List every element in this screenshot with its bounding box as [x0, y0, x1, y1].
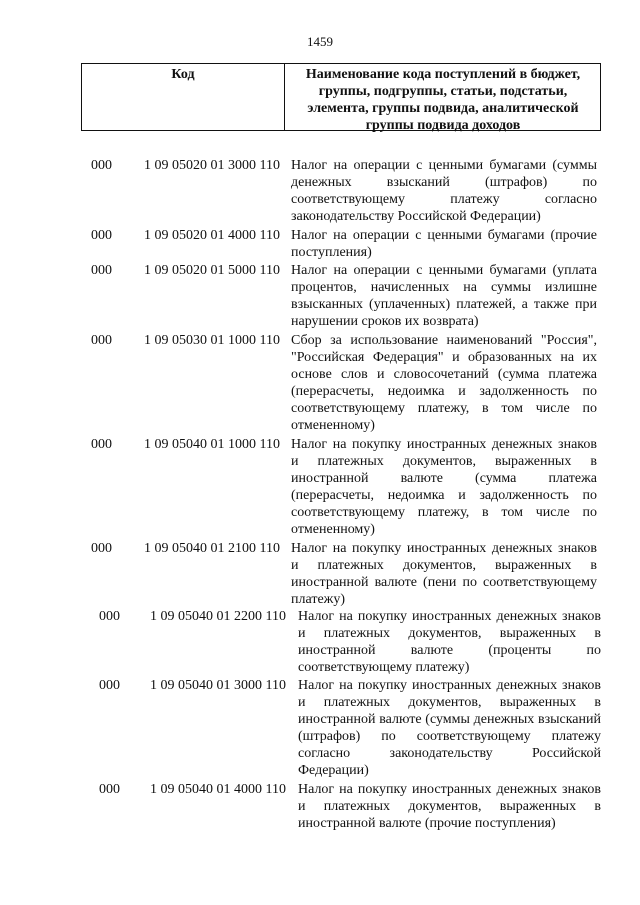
admin-code: 000 — [99, 678, 120, 693]
header-code-column: Код — [171, 67, 195, 82]
budget-code: 1 09 05020 01 5000 110 — [144, 263, 280, 278]
admin-code: 000 — [91, 541, 112, 556]
budget-code: 1 09 05040 01 4000 110 — [150, 782, 286, 797]
admin-code: 000 — [99, 609, 120, 624]
code-description: Налог на покупку иностранных денежных знаков и платежных документов, выраженных в иностранной валюте (пени по соответствующему платежу) — [291, 541, 597, 607]
budget-code: 1 09 05020 01 4000 110 — [144, 228, 280, 243]
admin-code: 000 — [99, 782, 120, 797]
admin-code: 000 — [91, 158, 112, 173]
header-name-column: Наименование кода поступлений в бюджет, группы, подгруппы, статьи, подстатьи, элемента, группы подвида, аналитической группы подвида доходов — [305, 67, 581, 133]
budget-code: 1 09 05040 01 1000 110 — [144, 437, 280, 452]
code-description: Налог на операции с ценными бумагами (прочие поступления) — [291, 228, 597, 260]
admin-code: 000 — [91, 333, 112, 348]
code-description: Налог на покупку иностранных денежных знаков и платежных документов, выраженных в иностранной валюте (сумма платежа (перерасчеты, недоимка и задолженность по соответствующему платежу, в том числе по отмененному) — [291, 437, 597, 537]
code-description: Налог на покупку иностранных денежных знаков и платежных документов, выраженных в иностранной валюте (суммы денежных взысканий (штрафов) по соответствующему платежу согласно законодательству Российской Федерации) — [298, 678, 601, 778]
budget-code: 1 09 05030 01 1000 110 — [144, 333, 280, 348]
code-description: Налог на покупку иностранных денежных знаков и платежных документов, выраженных в иностранной валюте (прочие поступления) — [298, 782, 601, 831]
admin-code: 000 — [91, 228, 112, 243]
budget-code: 1 09 05040 01 2100 110 — [144, 541, 280, 556]
code-description: Налог на операции с ценными бумагами (уплата процентов, начисленных на суммы излишне взысканных (уплаченных) платежей, а также при нарушении сроков их возврата) — [291, 263, 597, 329]
page-number: 1459 — [307, 34, 333, 49]
header-divider — [284, 64, 285, 130]
budget-code: 1 09 05020 01 3000 110 — [144, 158, 280, 173]
code-description: Налог на покупку иностранных денежных знаков и платежных документов, выраженных в иностранной валюте (проценты по соответствующему платежу) — [298, 609, 601, 675]
budget-code: 1 09 05040 01 3000 110 — [150, 678, 286, 693]
table-header — [81, 63, 601, 131]
admin-code: 000 — [91, 437, 112, 452]
code-description: Налог на операции с ценными бумагами (суммы денежных взысканий (штрафов) по соответствующему платежу согласно законодательству Российской Федерации) — [291, 158, 597, 224]
code-description: Сбор за использование наименований "Россия", "Российская Федерация" и образованных на их основе слов и словосочетаний (сумма платежа (перерасчеты, недоимка и задолженность по соответствующему платежу, в том числе по отмененному) — [291, 333, 597, 433]
admin-code: 000 — [91, 263, 112, 278]
budget-code: 1 09 05040 01 2200 110 — [150, 609, 286, 624]
